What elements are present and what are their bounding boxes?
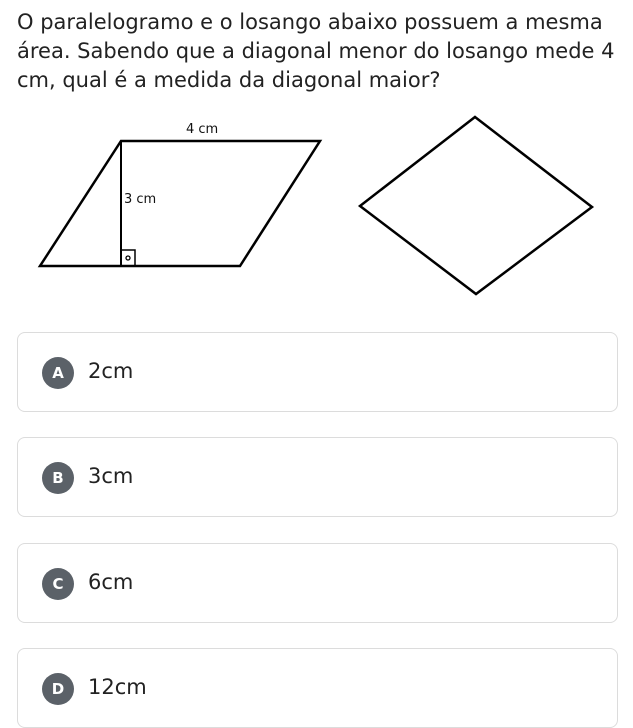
option-b-text: 3cm xyxy=(88,464,134,488)
parallelogram-base-label: 4 cm xyxy=(186,122,219,137)
parallelogram-height-label: 3 cm xyxy=(124,192,157,207)
option-a-badge: A xyxy=(42,357,74,389)
right-angle-dot xyxy=(126,256,130,260)
option-c-text: 6cm xyxy=(88,570,134,594)
option-d[interactable] xyxy=(17,648,618,728)
option-b[interactable] xyxy=(17,437,618,517)
parallelogram xyxy=(40,141,320,266)
question-text: O paralelogramo e o losango abaixo possuem a mesma área. Sabendo que a diagonal menor do losango mede 4 cm, qual é a medida da diagonal maior? xyxy=(17,10,615,92)
option-c-badge: C xyxy=(42,568,74,600)
option-d-text: 12cm xyxy=(88,675,147,699)
option-a-text: 2cm xyxy=(88,359,134,383)
option-d-badge: D xyxy=(42,673,74,705)
option-a[interactable] xyxy=(17,332,618,412)
rhombus xyxy=(360,117,592,294)
option-c[interactable] xyxy=(17,543,618,623)
right-angle-marker xyxy=(121,250,135,266)
option-b-badge: B xyxy=(42,462,74,494)
